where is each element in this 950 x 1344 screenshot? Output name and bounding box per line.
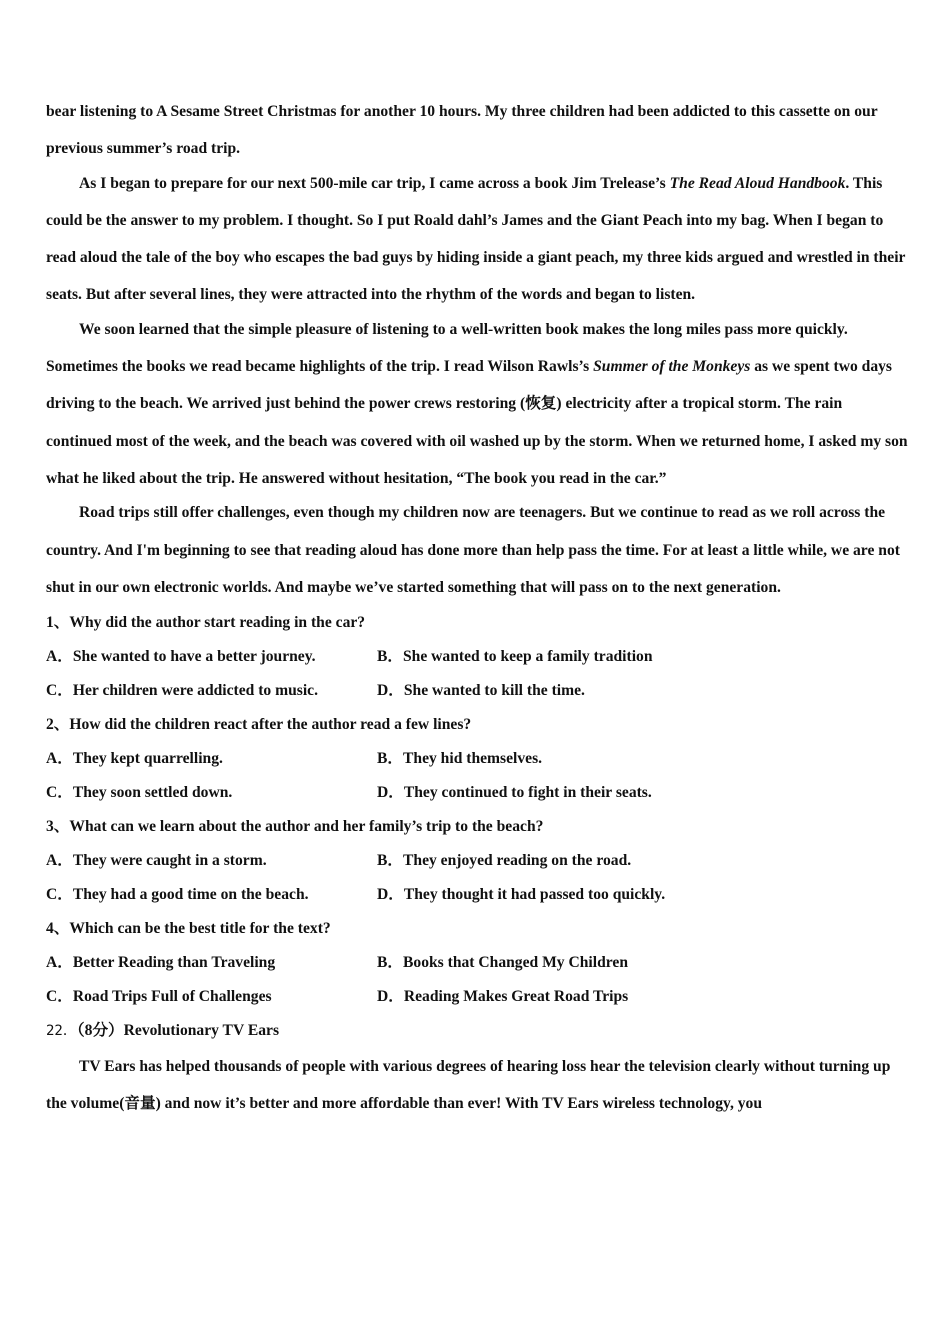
question-2	[46, 708, 908, 810]
option-d: D．They continued to fight in their seats.	[377, 784, 652, 802]
question-4	[46, 912, 908, 1014]
option-b: B．Books that Changed My Children	[377, 954, 628, 972]
p3-text-start: We soon learned that the simple pleasure of listening to a well-written book makes the long miles pass more quickly. Sometimes the books we read became highlights of the trip. I read Wilson Rawls’s	[46, 320, 848, 376]
options-row	[46, 742, 908, 776]
option-c: C．They had a good time on the beach.	[46, 886, 309, 904]
option-a: A．She wanted to have a better journey.	[46, 648, 316, 666]
book-title-read-aloud-handbook: The Read Aloud Handbook	[669, 174, 846, 192]
passage-paragraph-3	[46, 311, 908, 497]
section-number: 22．	[46, 1023, 77, 1040]
options-row	[46, 776, 908, 810]
options-row	[46, 878, 908, 912]
section-22-paragraph: TV Ears has helped thousands of people with various degrees of hearing loss hear the television clearly without turning up the volume(音量) and now it’s better and more affordable than ever! With TV Ears wireless technology, you	[46, 1058, 891, 1113]
option-b: B．She wanted to keep a family tradition	[377, 648, 653, 666]
option-d: D．She wanted to kill the time.	[377, 682, 585, 700]
options-row	[46, 946, 908, 980]
question-3	[46, 810, 908, 912]
passage-paragraph-2	[46, 165, 908, 314]
section-points: （8分）	[76, 1022, 124, 1040]
passage-paragraph-1: bear listening to A Sesame Street Christmas for another 10 hours. My three children had been addicted to this cassette on our previous summer’s road trip.	[46, 103, 878, 158]
book-title-summer-of-the-monkeys: Summer of the Monkeys	[593, 358, 751, 376]
options-row	[46, 844, 908, 878]
option-a: A．Better Reading than Traveling	[46, 954, 276, 972]
p3-text-end: as we spent two days driving to the beach. We arrived just behind the power crews restoring (恢复) electricity after a tropical storm. The rain continued most of the week, and the beach was covered with oil washed up by the storm. When we returned home, I asked my son what he liked about the trip. He answered without hesitation, “The book you read in the car.”	[46, 358, 908, 487]
p2-text-start: As I began to prepare for our next 500-mile car trip, I came across a book Jim Trelease’s	[79, 174, 670, 192]
document-page	[46, 93, 908, 1123]
option-b: B．They enjoyed reading on the road.	[377, 852, 632, 870]
option-a: A．They kept quarrelling.	[46, 750, 223, 768]
options-row	[46, 980, 908, 1014]
passage-paragraph-4: Road trips still offer challenges, even though my children now are teenagers. But we continue to read as we roll across the country. And I'm beginning to see that reading aloud has done more than help pass the time. For at least a little while, we are not shut in our own electronic worlds. And maybe we’ve started something that will pass on to the next generation.	[46, 504, 900, 596]
p2-text-end: . This could be the answer to my problem. I thought. So I put Roald dahl’s James and the Giant Peach into my bag. When I began to read aloud the tale of the boy who escapes the bad guys by hiding inside a giant peach, my three kids argued and wrestled in their seats. But after several lines, they were attracted into the rhythm of the words and began to listen.	[46, 174, 906, 304]
option-c: C．Road Trips Full of Challenges	[46, 988, 272, 1006]
question-1	[46, 606, 908, 708]
question-stem: 4、Which can be the best title for the text?	[46, 920, 331, 938]
section-22-heading	[46, 1014, 908, 1048]
option-c: C．They soon settled down.	[46, 784, 233, 802]
question-stem: 2、How did the children react after the author read a few lines?	[46, 716, 472, 734]
question-stem: 3、What can we learn about the author and her family’s trip to the beach?	[46, 818, 544, 836]
option-c: C．Her children were addicted to music.	[46, 682, 318, 700]
question-stem: 1、Why did the author start reading in the car?	[46, 614, 366, 632]
section-title: Revolutionary TV Ears	[123, 1022, 280, 1040]
option-d: D．They thought it had passed too quickly.	[377, 886, 666, 904]
options-row	[46, 674, 908, 708]
options-row	[46, 640, 908, 674]
option-a: A．They were caught in a storm.	[46, 852, 267, 870]
option-d: D．Reading Makes Great Road Trips	[377, 988, 629, 1006]
option-b: B．They hid themselves.	[377, 750, 543, 768]
